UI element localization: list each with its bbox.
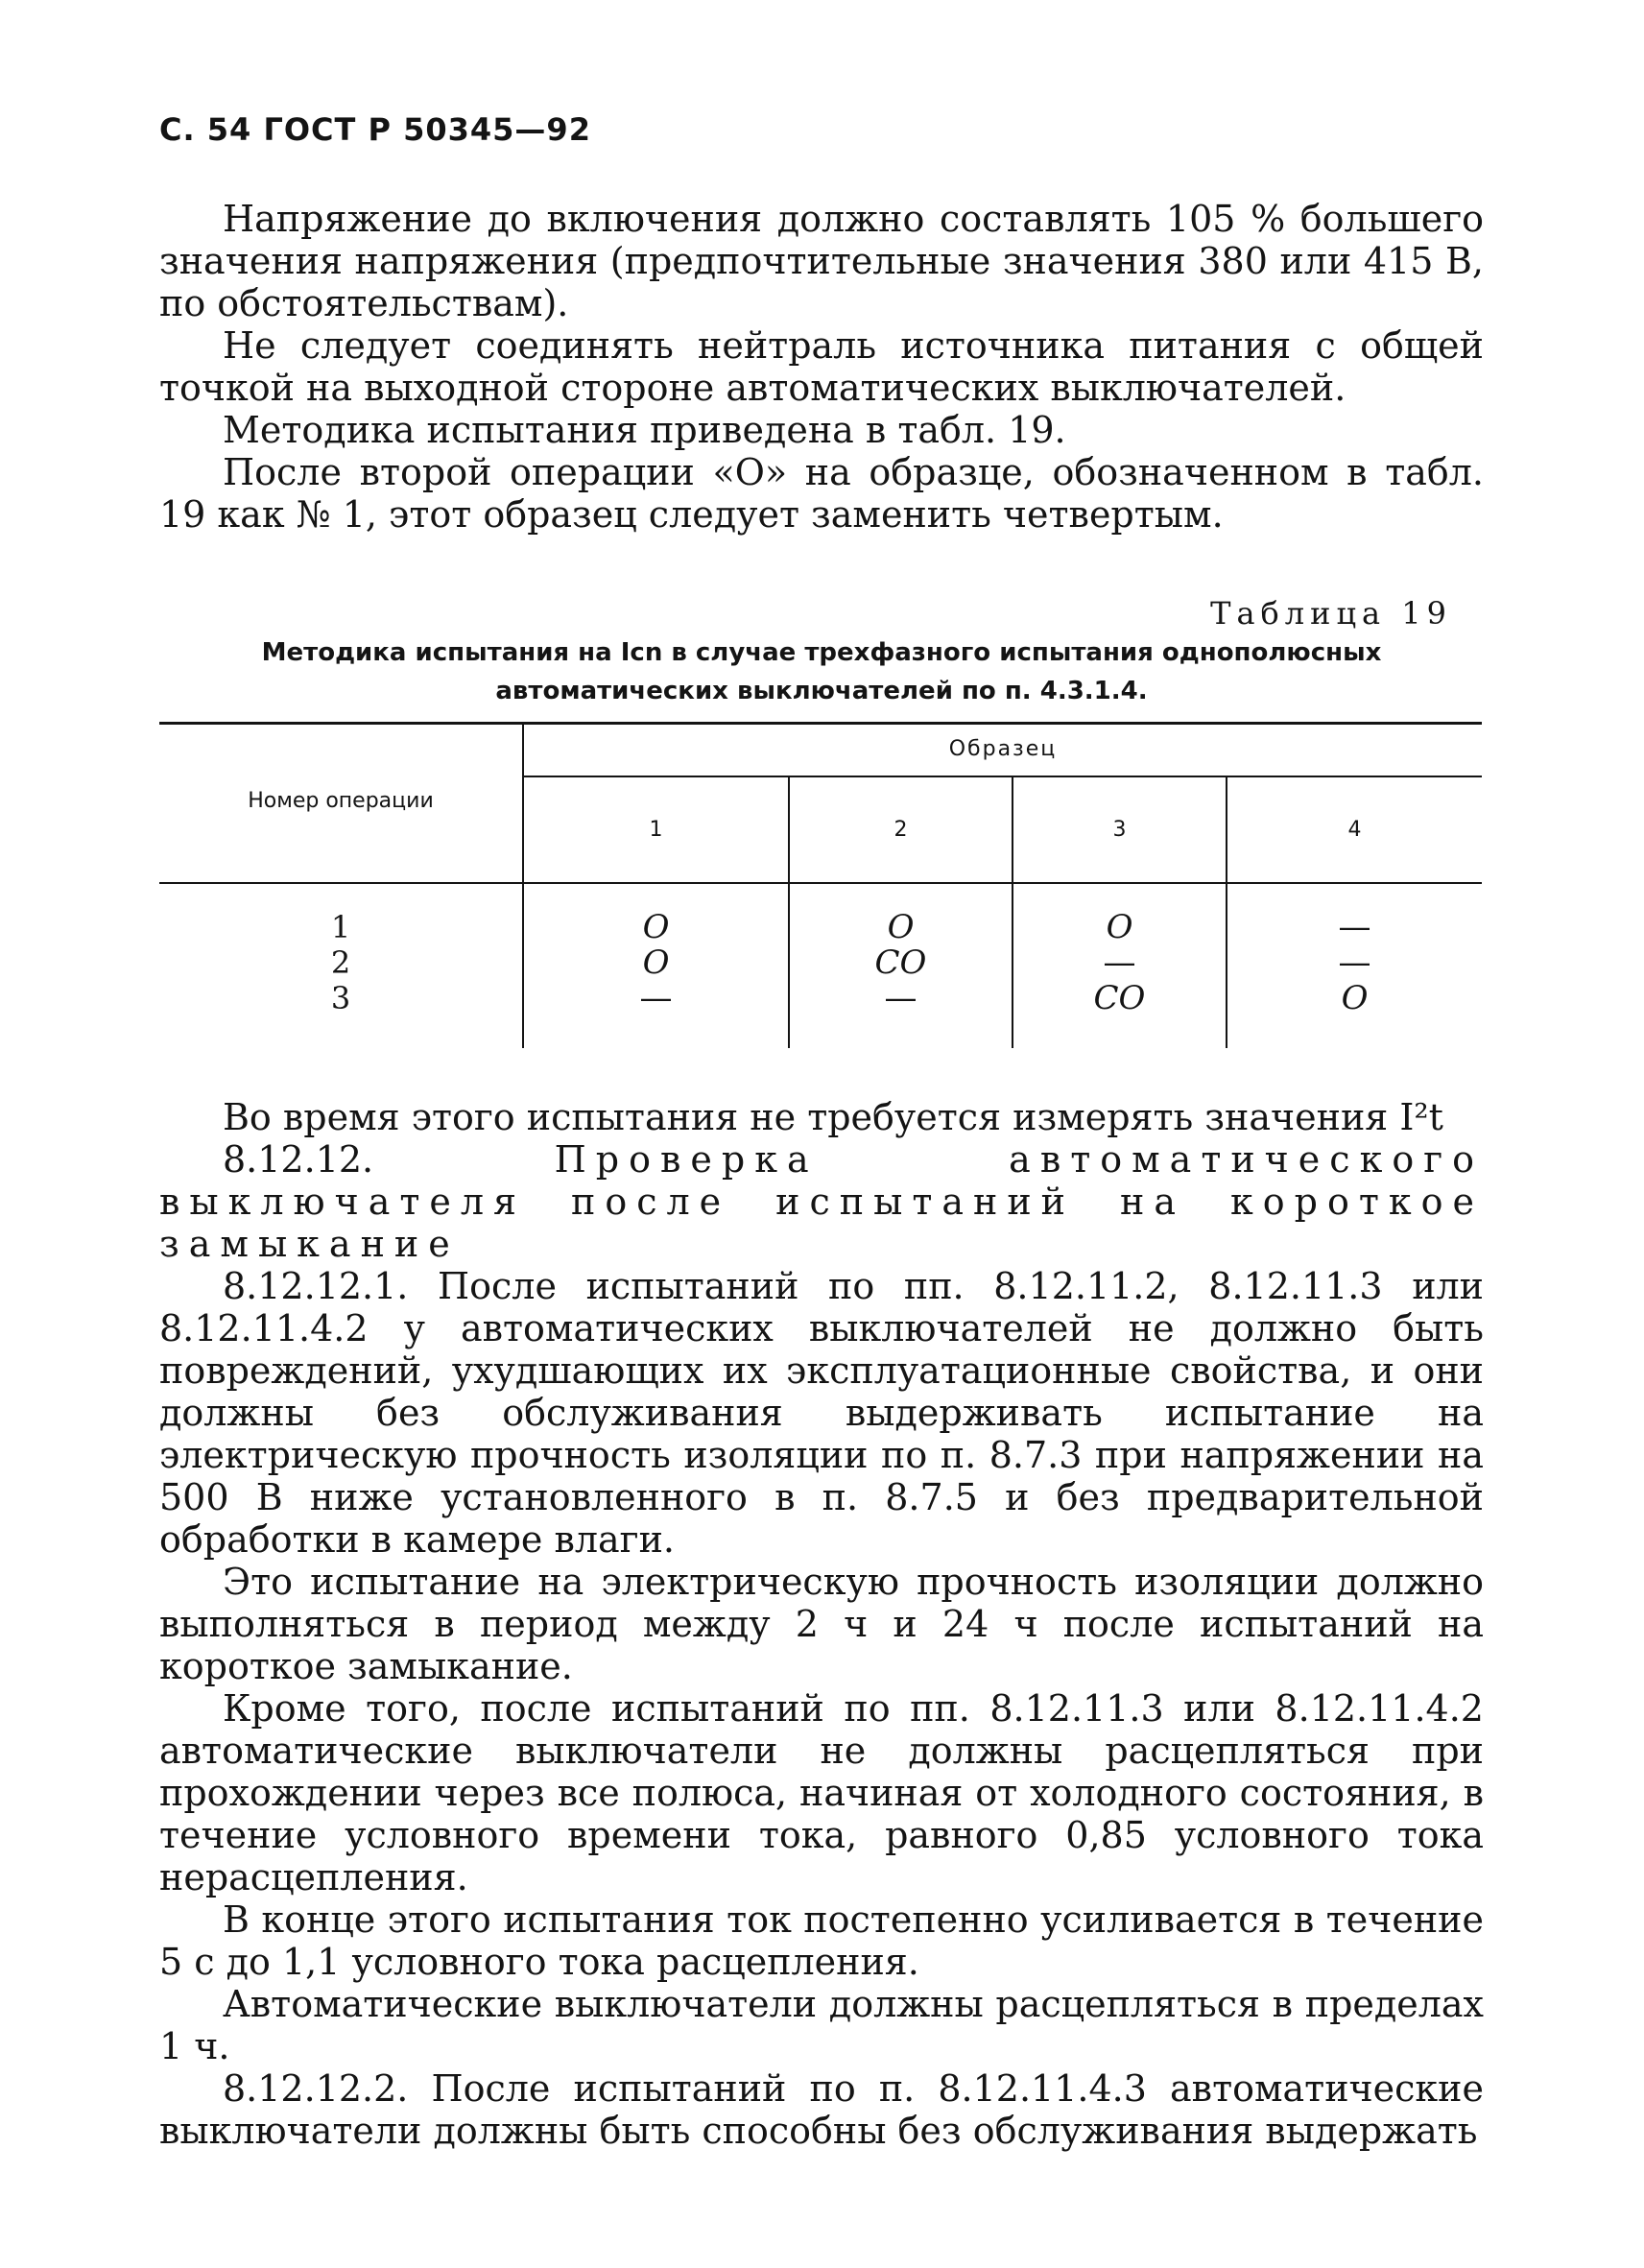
table-title (159, 633, 1484, 710)
paragraph: Кроме того, после испытаний по пп. 8.12.11.3 или 8.12.11.4.2 автоматические выключатели не должны расцепляться при прохождении через все полюса, начиная от холодного состояния, в течение условного времени тока, равного 0,85 условного тока нерасцепления. (159, 1687, 1484, 1898)
paragraph: После второй операции «О» на образце, обозначенном в табл. 19 как № 1, этот образец следует заменить четвертым. (159, 451, 1484, 536)
sample-number: 3 (1112, 818, 1127, 842)
operation-cell: — (1103, 943, 1136, 982)
sample-column (790, 910, 1012, 1016)
sample-number: 1 (649, 818, 663, 842)
header-operation-number: Номер операции (248, 789, 434, 813)
operation-cell: О (1341, 979, 1369, 1017)
paragraph: Автоматические выключатели должны расцепляться в пределах 1 ч. (159, 1983, 1484, 2067)
sample-number: 4 (1347, 818, 1362, 842)
operation-number: 1 (330, 909, 351, 945)
operation-cell: СО (1093, 979, 1146, 1017)
page-header: С. 54 ГОСТ Р 50345—92 (159, 111, 591, 148)
paragraph: 8.12.12.1. После испытаний по пп. 8.12.11.2, 8.12.11.3 или 8.12.11.4.2 у автоматических выключателей не должно быть повреждений, ухудшающих их эксплуатационные свойства, и они должны без обслуживания выдерживать испытание на электрическую прочность изоляции по п. 8.7.3 при напряжении на 500 В ниже установленного в п. 8.7.5 и без предварительной обработки в камере влаги. (159, 1265, 1484, 1561)
sample-number: 2 (893, 818, 908, 842)
intro-section (159, 198, 1484, 536)
table-rule (159, 722, 1482, 725)
paragraph: Методика испытания приведена в табл. 19. (223, 409, 1066, 451)
section-title: Проверка автоматического выключателя после испытаний на короткое замыкание (159, 1138, 1484, 1265)
operation-cell: О (1106, 908, 1133, 946)
paragraph: Напряжение до включения должно составлять 105 % большего значения напряжения (предпочтительные значения 380 или 415 В, по обстоятельствам). (159, 198, 1484, 324)
paragraph: В конце этого испытания ток постепенно усиливается в течение 5 с до 1,1 условного тока расцепления. (159, 1898, 1484, 1983)
operation-cell: СО (874, 943, 927, 982)
operation-cell: О (642, 908, 670, 946)
table-label: Таблица 19 (1210, 595, 1452, 632)
operation-numbers (159, 910, 522, 1016)
section-number: 8.12.12. (223, 1138, 374, 1181)
sample-column (524, 910, 788, 1016)
operation-cell: — (639, 979, 673, 1017)
operation-cell: О (887, 908, 915, 946)
operation-number: 2 (330, 944, 351, 981)
operation-number: 3 (330, 980, 351, 1016)
sample-column (1013, 910, 1226, 1016)
operation-cell: — (1338, 943, 1371, 982)
paragraph: Это испытание на электрическую прочность изоляции должно выполняться в период между 2 ч и 24 ч после испытаний на короткое замыкание. (159, 1561, 1484, 1687)
paragraph: Во время этого испытания не требуется измерять значения I²t (223, 1096, 1443, 1138)
header-sample: Образец (948, 737, 1058, 761)
section-heading (159, 1138, 1484, 1265)
table-rule (159, 882, 1482, 884)
operation-cell: — (884, 979, 917, 1017)
sample-column (1227, 910, 1482, 1016)
operation-cell: — (1338, 908, 1371, 946)
table-title-line: автоматических выключателей по п. 4.3.1.4. (495, 677, 1148, 705)
paragraph: 8.12.12.2. После испытаний по п. 8.12.11.4.3 автоматические выключатели должны быть способны без обслуживания выдержать (159, 2067, 1484, 2152)
operations-table (159, 722, 1482, 1048)
operation-cell: О (642, 943, 670, 982)
table-title-line: Методика испытания на Icn в случае трехфазного испытания однополюсных (261, 638, 1382, 667)
table-rule (522, 776, 1482, 777)
body-section (159, 1096, 1484, 2152)
paragraph: Не следует соединять нейтраль источника питания с общей точкой на выходной стороне автоматических выключателей. (159, 324, 1484, 409)
